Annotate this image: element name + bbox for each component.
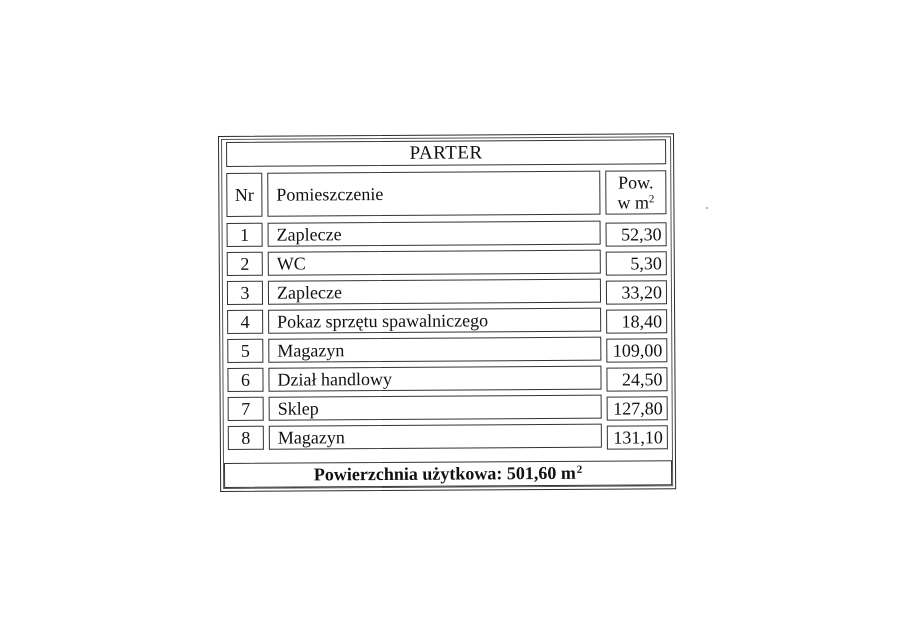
total-area-text: Powierzchnia użytkowa: 501,60 m [313,462,576,485]
row-8-nr: 8 [228,426,264,450]
row-8-room: Magazyn [269,424,602,450]
header-area-line2 [617,192,654,212]
header-nr: Nr [226,173,262,217]
row-7-nr: 7 [228,397,264,421]
row-4-area: 18,40 [606,309,667,333]
row-5-area: 109,00 [606,338,667,362]
row-1-nr: 1 [227,223,263,247]
row-2-area: 5,30 [606,251,667,275]
row-4-room: Pokaz sprzętu spawalniczego [268,308,601,334]
row-6-room: Dział handlowy [268,366,601,392]
row-1-area: 52,30 [606,222,667,246]
total-area-sup: 2 [576,463,583,476]
row-5-nr: 5 [227,339,263,363]
row-2-nr: 2 [227,252,263,276]
total-area [224,460,672,488]
row-3-nr: 3 [227,281,263,305]
row-7-area: 127,80 [607,396,668,420]
row-8-area: 131,10 [607,425,668,449]
scan-speck [706,207,708,209]
row-2-room: WC [268,250,601,276]
room-area-table [218,133,676,492]
row-3-room: Zaplecze [268,279,601,305]
row-4-nr: 4 [227,310,263,334]
row-6-nr: 6 [227,368,263,392]
header-area-line1: Pow. [618,172,654,193]
row-1-room: Zaplecze [268,221,601,247]
row-3-area: 33,20 [606,280,667,304]
row-5-room: Magazyn [268,337,601,363]
table-title: PARTER [226,139,666,167]
row-6-area: 24,50 [606,367,667,391]
header-area-sup: 2 [648,193,655,206]
header-area [605,170,666,214]
header-room: Pomieszczenie [267,171,600,217]
row-7-room: Sklep [269,395,602,421]
header-area-unit: w m [617,192,649,213]
